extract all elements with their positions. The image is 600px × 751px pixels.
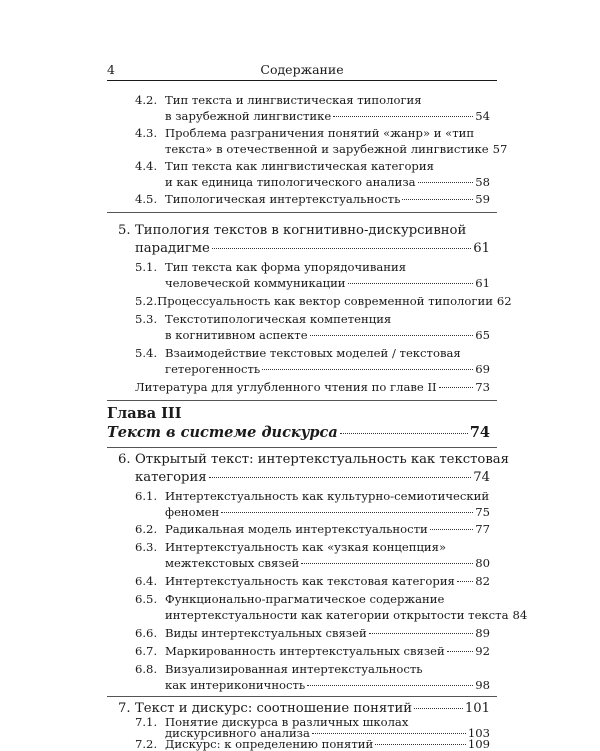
entry-number: 4.4. [135, 159, 158, 173]
page-ref: 73 [475, 380, 490, 394]
page-ref: 84 [512, 608, 528, 622]
toc-section-6-cont [135, 469, 490, 487]
page-ref: 101 [464, 701, 490, 716]
page-ref: 69 [475, 362, 490, 376]
entry-number: 7. [118, 701, 131, 716]
page-ref: 80 [475, 556, 490, 570]
toc-entry-5-4-cont [165, 361, 490, 377]
page-ref: 103 [467, 726, 490, 740]
page-ref: 61 [475, 276, 490, 290]
toc-section-6 [118, 451, 509, 469]
entry-title: Интертекстуальность как текстовая категория [165, 574, 455, 588]
entry-number: 6.3. [135, 540, 158, 554]
page-ref: 82 [475, 574, 490, 588]
toc-entry-4-2 [135, 92, 485, 108]
entry-title: Тип текста и лингвистическая типология [165, 93, 422, 107]
entry-title: категория [135, 470, 207, 485]
section-divider [107, 447, 497, 448]
page-ref: 109 [467, 737, 490, 751]
entry-title: Текстотипологическая компетенция [165, 312, 392, 326]
entry-number: 6.5. [135, 592, 158, 606]
toc-entry-5-3 [135, 311, 485, 327]
entry-number: 7.2. [135, 737, 158, 751]
toc-entry-6-1 [135, 488, 490, 504]
entry-title: Текст и дискурс: соотношение понятий [135, 701, 413, 716]
toc-entry-4-3-cont [165, 141, 508, 157]
entry-title: и как единица типологического анализа [165, 175, 416, 189]
toc-entry-4-5 [135, 191, 490, 207]
chapter-label: Глава III [107, 405, 182, 422]
page-ref: 58 [475, 175, 490, 189]
entry-title: Виды интертекстуальных связей [165, 626, 367, 640]
entry-title: Функционально-прагматическое содержание [165, 592, 445, 606]
toc-entry-6-7 [135, 643, 490, 659]
toc-literature [135, 379, 490, 395]
toc-entry-7-2 [135, 738, 490, 750]
toc-entry-6-3-cont [165, 555, 490, 571]
entry-title: Радикальная модель интертекстуальности [165, 522, 428, 536]
entry-number: 5.1. [135, 260, 158, 274]
page-ref: 62 [496, 294, 512, 308]
section-divider [107, 212, 497, 213]
page-ref: 75 [475, 505, 490, 519]
entry-title: Типологическая интертекстуальность [165, 192, 401, 206]
page-ref: 57 [492, 142, 508, 156]
page-ref: 54 [475, 109, 490, 123]
toc-entry-5-2 [135, 293, 512, 309]
entry-title: Интертекстуальность как культурно-семиотический [165, 489, 490, 503]
entry-number: 6.8. [135, 662, 158, 676]
entry-title: межтекстовых связей [165, 556, 300, 570]
entry-title: текста» в отечественной и зарубежной лингвистике [165, 142, 489, 156]
toc-entry-5-1 [135, 259, 485, 275]
toc-section-5-cont [135, 240, 490, 258]
chapter-title-line [107, 423, 490, 443]
entry-number: 5. [118, 223, 131, 238]
entry-title: гетерогенность [165, 362, 261, 376]
entry-title: человеческой коммуникации [165, 276, 346, 290]
page-ref: 89 [475, 626, 490, 640]
toc-entry-6-1-cont [165, 504, 490, 520]
entry-title: Понятие дискурса в различных школах [165, 715, 409, 729]
entry-title: интертекстуальности как категории открытости текста [165, 608, 509, 622]
section-divider [107, 400, 497, 401]
entry-number: 4.2. [135, 93, 158, 107]
entry-number: 6.4. [135, 574, 158, 588]
page-ref: 98 [475, 678, 490, 692]
toc-entry-4-4 [135, 158, 485, 174]
entry-title: Визуализированная интертекстуальность [165, 662, 423, 676]
entry-title: Маркированность интертекстуальных связей [165, 644, 445, 658]
entry-title: как интериконичность [165, 678, 306, 692]
toc-entry-6-3 [135, 539, 485, 555]
entry-number: 5.2. [135, 294, 158, 308]
entry-number: 7.1. [135, 715, 158, 729]
page-number: 4 [107, 62, 115, 77]
toc-entry-5-4 [135, 345, 485, 361]
entry-title: Проблема разграничения понятий «жанр» и «тип [165, 126, 475, 140]
toc-entry-5-1-cont [165, 275, 490, 291]
chapter-heading [107, 404, 307, 424]
entry-number: 5.4. [135, 346, 158, 360]
entry-number: 6.2. [135, 522, 158, 536]
toc-entry-6-6 [135, 625, 490, 641]
entry-title: в когнитивном аспекте [165, 328, 308, 342]
entry-title: Открытый текст: интертекстуальность как текстовая [135, 452, 509, 467]
toc-entry-6-8-cont [165, 677, 490, 693]
entry-title: Тип текста как форма упорядочивания [165, 260, 407, 274]
page-header [107, 62, 497, 80]
toc-entry-6-8 [135, 661, 485, 677]
entry-title: Литература для углубленного чтения по главе II [135, 380, 437, 394]
entry-title: Процессуальность как вектор современной типологии [157, 294, 493, 308]
entry-number: 6.6. [135, 626, 158, 640]
page-ref: 65 [475, 328, 490, 342]
entry-title: дискурсивного анализа [165, 726, 310, 740]
entry-number: 6.7. [135, 644, 158, 658]
entry-title: Взаимодействие текстовых моделей / текстовая [165, 346, 461, 360]
toc-entry-5-3-cont [165, 327, 490, 343]
toc-entry-6-5 [135, 591, 485, 607]
entry-title: феномен [165, 505, 220, 519]
toc-entry-6-4 [135, 573, 490, 589]
entry-title: Интертекстуальность как «узкая концепция» [165, 540, 447, 554]
toc-entry-4-2-cont [165, 108, 490, 124]
page-title: Содержание [260, 62, 344, 77]
toc-entry-6-5-cont [165, 607, 528, 623]
page-ref: 74 [469, 424, 490, 441]
page-ref: 74 [473, 470, 490, 485]
entry-title: в зарубежной лингвистике [165, 109, 332, 123]
toc-entry-4-3 [135, 125, 485, 141]
entry-number: 4.5. [135, 192, 158, 206]
entry-number: 5.3. [135, 312, 158, 326]
chapter-title: Текст в системе дискурса [107, 424, 338, 441]
page-ref: 59 [475, 192, 490, 206]
entry-title: Типология текстов в когнитивно-дискурсивной [135, 223, 467, 238]
entry-number: 4.3. [135, 126, 158, 140]
entry-title: парадигме [135, 241, 210, 256]
header-rule [107, 80, 497, 81]
toc-section-5 [118, 222, 488, 240]
entry-title: Дискурс: к определению понятий [165, 737, 374, 751]
entry-number: 6.1. [135, 489, 158, 503]
toc-entry-4-4-cont [165, 174, 490, 190]
page-ref: 77 [475, 522, 490, 536]
entry-title: Тип текста как лингвистическая категория [165, 159, 434, 173]
section-divider [107, 696, 497, 697]
page-ref: 92 [475, 644, 490, 658]
entry-number: 6. [118, 452, 131, 467]
page-ref: 61 [473, 241, 490, 256]
toc-entry-6-2 [135, 521, 490, 537]
